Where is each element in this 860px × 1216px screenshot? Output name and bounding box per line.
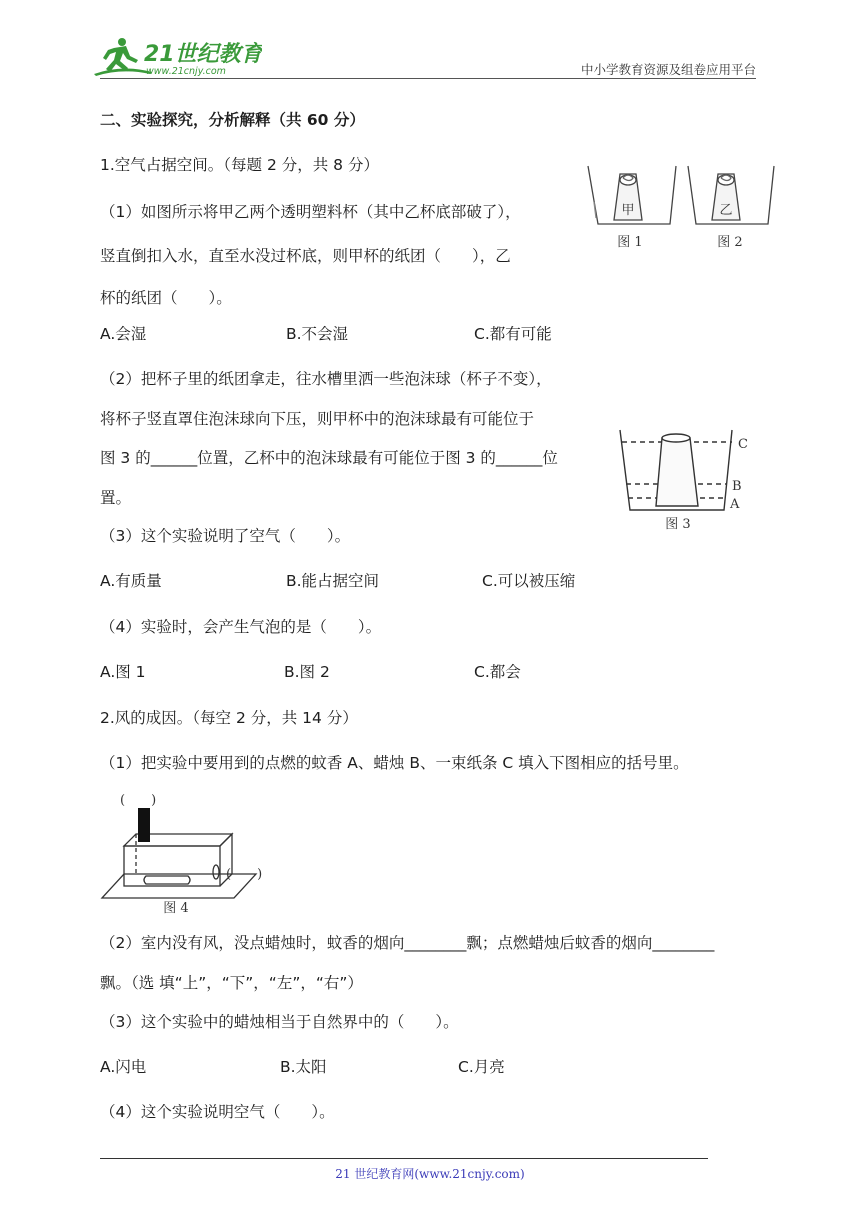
q1-p4-option-b: B.图 2 (284, 663, 330, 681)
figure-4 (98, 790, 288, 920)
header-divider (100, 78, 756, 79)
figure-1-cup-label: 甲 (621, 203, 635, 218)
logo-text: 21世纪教育 (144, 42, 262, 67)
q2-p1: （1）把实验中要用到的点燃的蚊香 A、蜡烛 B、一束纸条 C 填入下图相应的括号里。 (100, 754, 689, 772)
q1-title: 1.空气占据空间。（每题 2 分，共 8 分） (100, 156, 379, 174)
footer-link[interactable]: 21 世纪教育网(www.21cnjy.com) (335, 1167, 525, 1181)
q1-p2-line2: 将杯子竖直罩住泡沫球向下压，则甲杯中的泡沫球最有可能位于 (100, 410, 535, 428)
q1-p3-option-a: A.有质量 (100, 572, 162, 590)
chimney-icon (138, 808, 150, 842)
q2-title: 2.风的成因。（每空 2 分，共 14 分） (100, 709, 358, 727)
footer-divider (100, 1158, 708, 1159)
figure-3 (612, 422, 762, 538)
q2-p2-line2: 飘。（选 填“上”，“下”，“左”，“右”） (100, 974, 363, 992)
q1-p3-option-c: C.可以被压缩 (482, 572, 576, 590)
q1-p2-line3: 图 3 的______位置，乙杯中的泡沫球最有可能位于图 3 的______位 (100, 449, 558, 467)
q1-p4: （4）实验时，会产生气泡的是（ ）。 (100, 618, 382, 636)
q1-p3: （3）这个实验说明了空气（ ）。 (100, 527, 351, 545)
q2-p3-option-a: A.闪电 (100, 1058, 147, 1076)
q1-p4-option-c: C.都会 (474, 663, 521, 681)
figure-1-2 (584, 162, 780, 254)
q1-p1-option-c: C.都有可能 (474, 325, 552, 343)
q2-p3-option-c: C.月亮 (458, 1058, 505, 1076)
q1-p2-line1: （2）把杯子里的纸团拿走，往水槽里洒一些泡沫球（杯子不变）， (100, 370, 552, 388)
figure-3-label-b: B (732, 479, 742, 494)
q1-p4-option-a: A.图 1 (100, 663, 146, 681)
q1-p2-line4: 置。 (100, 489, 132, 507)
section-title: 二、实验探究，分析解释（共 60 分） (100, 111, 365, 129)
q1-p3-option-b: B.能占据空间 (286, 572, 380, 590)
logo-url: www.21cnjy.com (146, 66, 226, 77)
figure-3-caption: 图 3 (665, 517, 691, 532)
figure-3-label-a: A (730, 497, 740, 512)
figure-2-cup-label: 乙 (719, 203, 733, 218)
figure-2-caption: 图 2 (717, 235, 743, 250)
q2-p3-option-b: B.太阳 (280, 1058, 327, 1076)
figure-4-bracket-side: ( ) (226, 867, 263, 882)
q1-p1-line3: 杯的纸团（ ）。 (100, 289, 232, 307)
figure-3-label-c: C (738, 437, 748, 452)
q1-p1-option-b: B.不会湿 (286, 325, 349, 343)
figure-4-bracket-top: ( ) (120, 793, 157, 808)
q1-p1-line2: 竖直倒扣入水，直至水没过杯底，则甲杯的纸团（ ），乙 (100, 247, 511, 265)
platform-name: 中小学教育资源及组卷应用平台 (580, 62, 756, 77)
q1-p1-option-a: A.会湿 (100, 325, 147, 343)
figure-4-caption: 图 4 (163, 901, 189, 916)
figure-1-caption: 图 1 (617, 235, 643, 250)
q1-p1-line1: （1）如图所示将甲乙两个透明塑料杯（其中乙杯底部破了）， (100, 203, 521, 221)
q2-p3: （3）这个实验中的蜡烛相当于自然界中的（ ）。 (100, 1013, 459, 1031)
q2-p4: （4）这个实验说明空气（ ）。 (100, 1103, 335, 1121)
q2-p2-line1: （2）室内没有风，没点蜡烛时，蚊香的烟向________飘；点燃蜡烛后蚊香的烟向________ (100, 934, 715, 952)
logo (92, 34, 262, 80)
